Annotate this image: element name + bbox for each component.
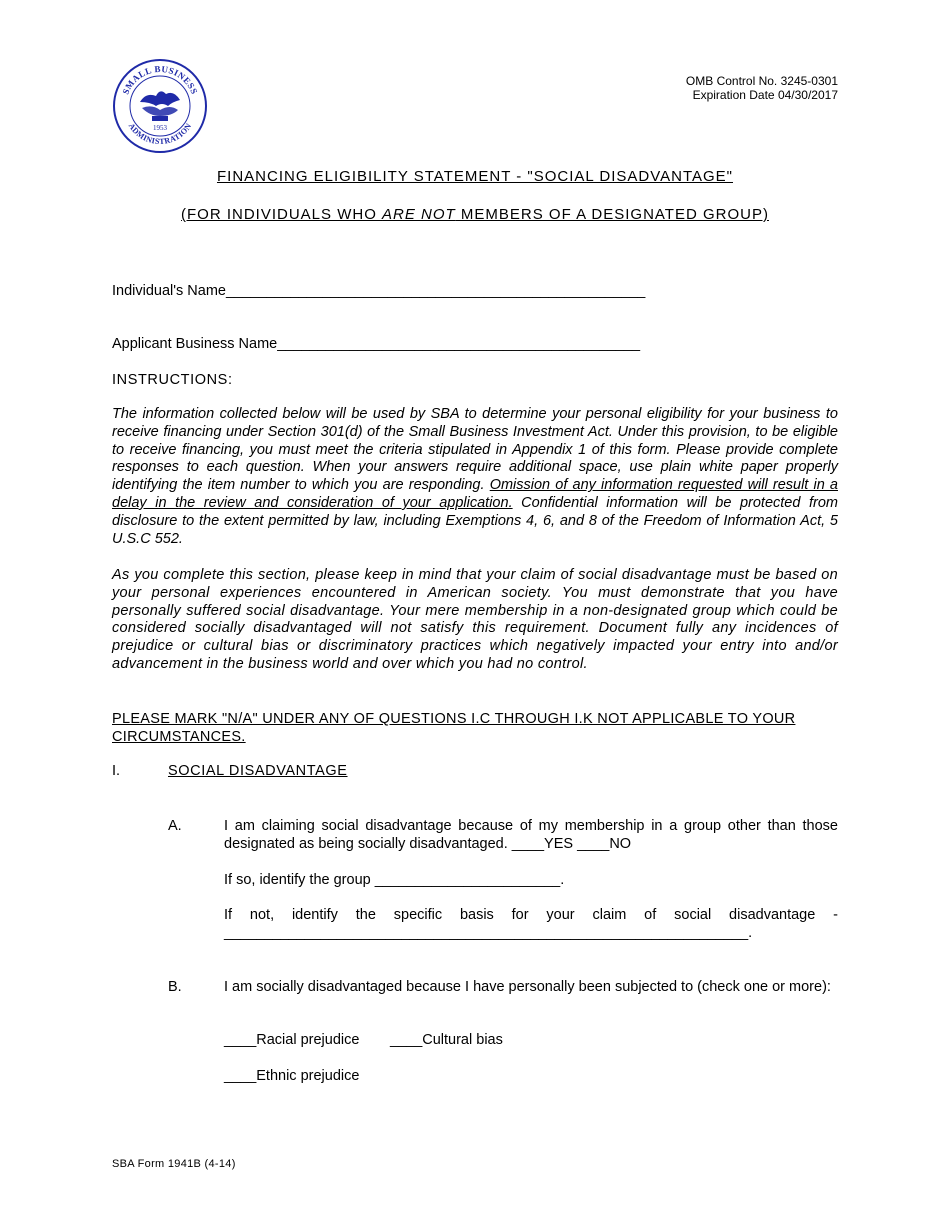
seal-top-text: SMALL BUSINESS xyxy=(120,63,200,96)
subtitle-emphasis: ARE NOT xyxy=(382,206,456,223)
seal-bottom-text: ADMINISTRATION xyxy=(126,121,194,147)
sba-seal-logo xyxy=(112,58,208,154)
instructions-heading: INSTRUCTIONS: xyxy=(112,372,233,388)
item-a-letter: A. xyxy=(168,818,182,834)
racial-prejudice-checkbox[interactable]: ____Racial prejudice xyxy=(224,1032,360,1048)
instructions-paragraph-2: As you complete this section, please keep in mind that your claim of social disadvantage must be based on your personal experiences encountered in American society. You must demonstrate that you have personally suffered social disadvantage. Your mere membership in a non-designated group which could be considered socially disadvantaged will not satisfy this requirement. Document fully any incidences of prejudice or cultural bias or discriminatory practices which negatively impacted your entry into and/or advancement in the business world and over which you had no control. xyxy=(112,567,838,672)
na-notice: PLEASE MARK "N/A" UNDER ANY OF QUESTIONS I.C THROUGH I.K NOT APPLICABLE TO YOUR CIRCUMSTANCES. xyxy=(112,711,796,745)
cultural-bias-checkbox[interactable]: ____Cultural bias xyxy=(390,1032,503,1048)
form-subtitle xyxy=(0,206,950,223)
form-number-footer: SBA Form 1941B (4-14) xyxy=(112,1158,236,1170)
section-number: I. xyxy=(112,763,121,779)
item-a-question[interactable]: I am claiming social disadvantage because of my membership in a group other than those designated as being socially disadvantaged. ____YES ____NO xyxy=(224,818,838,852)
omission-warning: Omission of any information requested will result in a delay in the review and consideration of your application. xyxy=(112,477,838,511)
individual-name-field[interactable]: Individual's Name____________________________________________________ xyxy=(112,283,646,299)
subtitle-suffix: MEMBERS OF A DESIGNATED GROUP) xyxy=(455,206,769,223)
instructions-p1-text-a: The information collected below will be used by SBA to determine your personal eligibility for your business to receive financing under Section 301(d) of the Small Business Investment Act. Under this provision, to be eligible to receive financing, you must meet the criteria stipulated in Appendix 1 of this form. Please provide complete responses to each question. When your answers require additional space, use plain white paper properly identifying the item number to which you are responding. xyxy=(112,406,838,494)
subtitle-prefix: (FOR INDIVIDUALS WHO xyxy=(181,206,383,223)
instructions-p1-text-b: Confidential information will be protected from disclosure to the extent permitted by law, including Exemptions 4, 6, and 8 of the Freedom of Information Act, 5 U.S.C 552. xyxy=(112,494,838,547)
ethnic-prejudice-checkbox[interactable]: ____Ethnic prejudice xyxy=(224,1068,360,1084)
business-name-field[interactable]: Applicant Business Name_____________________________________________ xyxy=(112,336,641,352)
omb-info xyxy=(686,74,838,102)
basis-of-claim-field[interactable]: If not, identify the specific basis for your claim of social disadvantage - _________________________________________________________________. xyxy=(224,907,838,941)
item-b-question: I am socially disadvantaged because I have personally been subjected to (check one or more): xyxy=(224,979,831,995)
seal-year: 1953 xyxy=(153,124,167,132)
expiration-date: Expiration Date 04/30/2017 xyxy=(692,88,838,102)
section-title: SOCIAL DISADVANTAGE xyxy=(168,763,348,779)
instructions-paragraph-1 xyxy=(112,406,838,548)
omb-control-number: OMB Control No. 3245-0301 xyxy=(685,74,838,88)
form-title: FINANCING ELIGIBILITY STATEMENT - "SOCIAL DISADVANTAGE" xyxy=(216,168,733,185)
identify-group-field[interactable]: If so, identify the group _______________________. xyxy=(224,872,565,888)
item-b-letter: B. xyxy=(168,979,182,995)
